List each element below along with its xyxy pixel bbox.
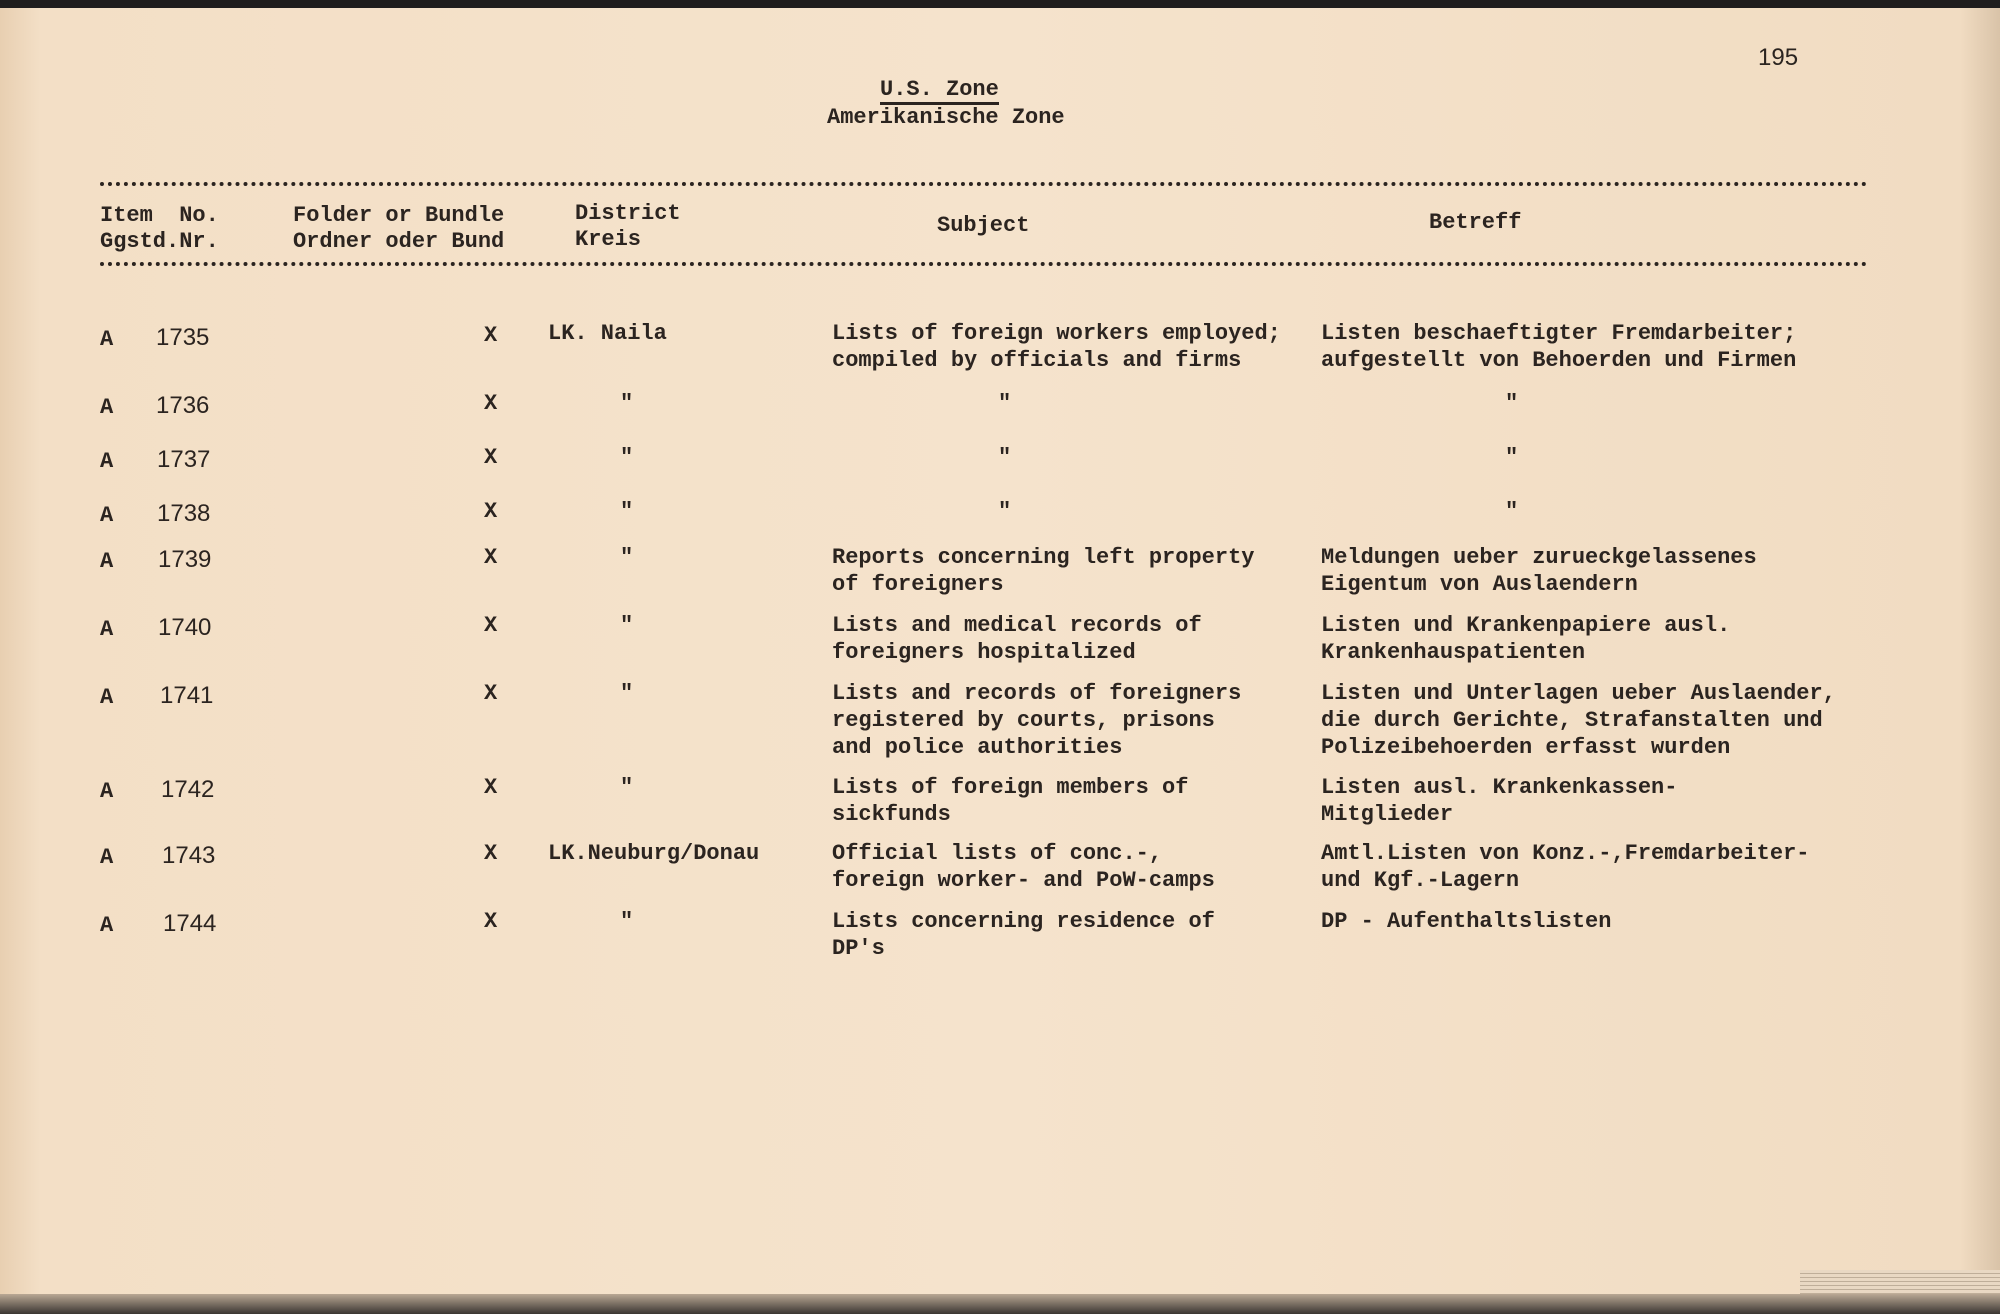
row-folder-mark: X <box>484 499 498 524</box>
row-betreff: " <box>1505 445 1519 470</box>
row-folder-mark: X <box>484 909 498 934</box>
row-district: " <box>620 545 634 570</box>
row-series-letter: A <box>100 617 114 642</box>
row-subject: Lists of foreign members of sickfunds <box>832 775 1189 827</box>
row-betreff: Amtl.Listen von Konz.-,Fremdarbeiter- und Kgf.-Lagern <box>1321 841 1810 893</box>
row-item-number: 1735 <box>156 324 210 351</box>
row-item-number: 1736 <box>156 392 210 419</box>
row-subject: Official lists of conc.-, foreign worker- and PoW-camps <box>832 841 1215 893</box>
title-english: U.S. Zone <box>880 78 999 105</box>
row-district: " <box>620 909 634 934</box>
row-district: " <box>620 499 634 524</box>
scan-top-edge <box>0 0 2000 8</box>
row-subject: Lists and medical records of foreigners hospitalized <box>832 613 1202 665</box>
row-betreff: Listen ausl. Krankenkassen- Mitglieder <box>1321 775 1678 827</box>
row-folder-mark: X <box>484 613 498 638</box>
row-series-letter: A <box>100 913 114 938</box>
header-bottom-rule <box>100 262 1868 266</box>
row-betreff: Meldungen ueber zurueckgelassenes Eigentum von Auslaendern <box>1321 545 1757 597</box>
row-district: " <box>620 613 634 638</box>
row-series-letter: A <box>100 327 114 352</box>
scan-bottom-edge <box>0 1294 2000 1314</box>
row-series-letter: A <box>100 549 114 574</box>
row-subject: Lists and records of foreigners registered by courts, prisons and police authorities <box>832 681 1242 760</box>
row-subject: Lists concerning residence of DP's <box>832 909 1215 961</box>
page-number: 195 <box>1758 44 1799 71</box>
row-betreff: Listen und Krankenpapiere ausl. Krankenhauspatienten <box>1321 613 1731 665</box>
row-folder-mark: X <box>484 391 498 416</box>
row-district: LK.Neuburg/Donau <box>548 841 760 866</box>
row-subject: Lists of foreign workers employed; compiled by officials and firms <box>832 321 1281 373</box>
row-district: " <box>620 775 634 800</box>
row-betreff: Listen beschaeftigter Fremdarbeiter; aufgestellt von Behoerden und Firmen <box>1321 321 1797 373</box>
header-district-en: District <box>575 201 681 226</box>
row-series-letter: A <box>100 845 114 870</box>
row-series-letter: A <box>100 503 114 528</box>
row-district: " <box>620 391 634 416</box>
row-item-number: 1740 <box>158 614 212 641</box>
row-item-number: 1744 <box>163 910 217 937</box>
header-betreff: Betreff <box>1429 210 1522 235</box>
row-subject: " <box>998 445 1012 470</box>
row-item-number: 1739 <box>158 546 212 573</box>
row-folder-mark: X <box>484 681 498 706</box>
header-top-rule <box>100 182 1868 186</box>
row-item-number: 1743 <box>162 842 216 869</box>
row-district: " <box>620 445 634 470</box>
row-folder-mark: X <box>484 445 498 470</box>
row-item-number: 1737 <box>157 446 211 473</box>
header-district-de: Kreis <box>575 227 642 252</box>
header-item-no-en: Item No. <box>100 203 219 228</box>
header-folder-de: Ordner oder Bund <box>293 229 505 254</box>
row-series-letter: A <box>100 685 114 710</box>
title-german: Amerikanische Zone <box>827 105 1065 130</box>
row-series-letter: A <box>100 779 114 804</box>
row-betreff: " <box>1505 499 1519 524</box>
row-folder-mark: X <box>484 545 498 570</box>
row-betreff: " <box>1505 391 1519 416</box>
row-folder-mark: X <box>484 323 498 348</box>
header-subject: Subject <box>937 213 1030 238</box>
row-series-letter: A <box>100 449 114 474</box>
row-district: " <box>620 681 634 706</box>
row-betreff: Listen und Unterlagen ueber Auslaender, die durch Gerichte, Strafanstalten und Polizeibehoerden erfasst wurden <box>1321 681 1836 760</box>
row-betreff: DP - Aufenthaltslisten <box>1321 909 1612 934</box>
row-series-letter: A <box>100 395 114 420</box>
row-folder-mark: X <box>484 775 498 800</box>
row-subject: Reports concerning left property of foreigners <box>832 545 1255 597</box>
row-subject: " <box>998 499 1012 524</box>
row-item-number: 1742 <box>161 776 215 803</box>
row-folder-mark: X <box>484 841 498 866</box>
header-item-no-de: Ggstd.Nr. <box>100 229 219 254</box>
row-item-number: 1738 <box>157 500 211 527</box>
row-district: LK. Naila <box>548 321 667 346</box>
row-subject: " <box>998 391 1012 416</box>
header-folder-en: Folder or Bundle <box>293 203 505 228</box>
row-item-number: 1741 <box>160 682 214 709</box>
